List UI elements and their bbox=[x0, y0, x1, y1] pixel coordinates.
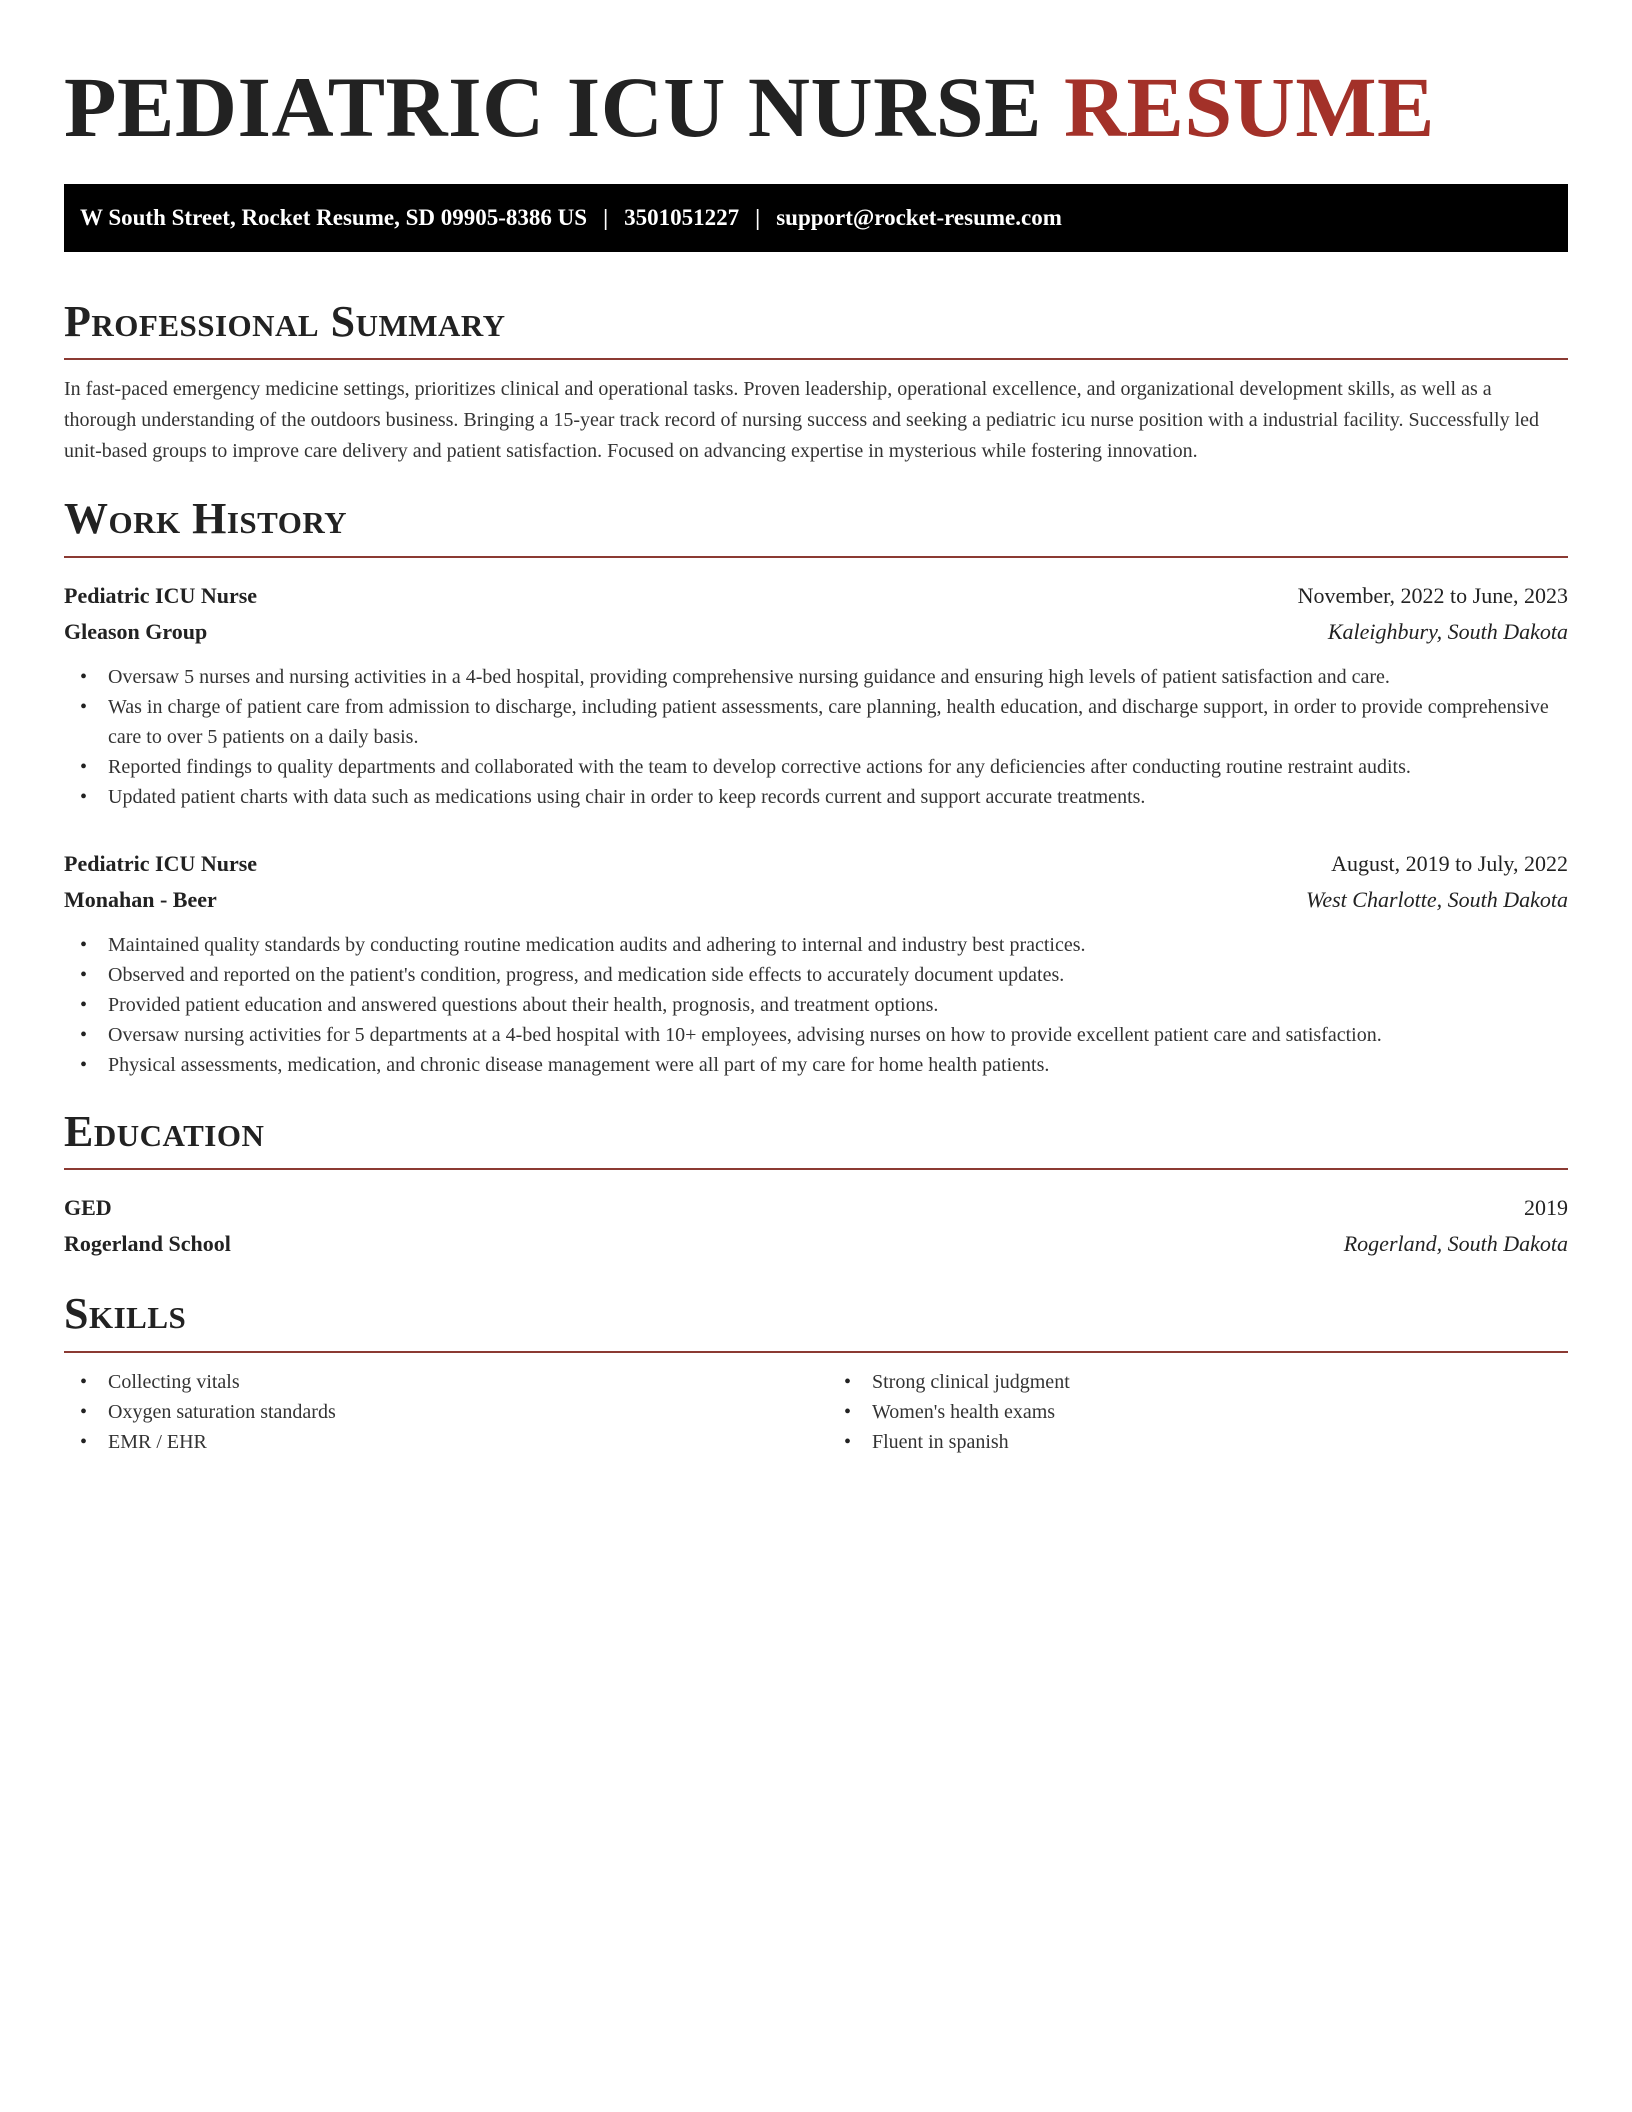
contact-separator: | bbox=[603, 205, 609, 230]
job-dates: November, 2022 to June, 2023 bbox=[1297, 582, 1568, 608]
job-title: Pediatric ICU Nurse bbox=[64, 850, 258, 876]
job-company: Gleason Group bbox=[64, 618, 208, 644]
education-school: Rogerland School bbox=[64, 1231, 231, 1257]
work-history-section bbox=[64, 495, 1568, 1079]
section-divider bbox=[64, 1168, 1568, 1170]
job-dates: August, 2019 to July, 2022 bbox=[1331, 850, 1568, 876]
skills-grid bbox=[64, 1367, 1568, 1457]
job-location: West Charlotte, South Dakota bbox=[1306, 886, 1568, 912]
skill-item: • EMR / EHR bbox=[64, 1427, 804, 1457]
job-bullet-list bbox=[64, 930, 1568, 1080]
summary-heading: Professional Summary bbox=[64, 297, 506, 346]
skill-item: • Oxygen saturation standards bbox=[64, 1397, 804, 1427]
education-heading: Education bbox=[64, 1106, 265, 1156]
summary-text: In fast-paced emergency medicine settings, prioritizes clinical and operational tasks. Proven leadership, operational excellence, and organizational development skills, as well as a thorough understanding of the outdoors business. Bringing a 15-year track record of nursing success and seeking a pediatric icu nurse position with a industrial facility. Successfully led unit-based groups to improve care delivery and patient satisfaction. Focused on advancing expertise in mysterious while fostering innovation. bbox=[64, 378, 1540, 463]
job-bullet: • Physical assessments, medication, and chronic disease management were all part of my care for home health patients. bbox=[64, 1050, 1568, 1080]
skill-item: • Fluent in spanish bbox=[828, 1427, 1568, 1457]
section-divider bbox=[64, 1351, 1568, 1353]
skills-section bbox=[64, 1290, 1568, 1456]
job-bullet: • Oversaw 5 nurses and nursing activities in a 4-bed hospital, providing comprehensive nursing guidance and ensuring high levels of patient satisfaction and care. bbox=[64, 662, 1568, 692]
contact-address: W South Street, Rocket Resume, SD 09905-8386 US bbox=[80, 205, 588, 230]
job-company-row bbox=[64, 614, 1568, 650]
skill-item: • Strong clinical judgment bbox=[828, 1367, 1568, 1397]
contact-separator: | bbox=[755, 205, 761, 230]
job-header-row bbox=[64, 846, 1568, 882]
job-location: Kaleighbury, South Dakota bbox=[1327, 618, 1568, 644]
skill-item: • Women's health exams bbox=[828, 1397, 1568, 1427]
job-bullet: • Observed and reported on the patient's condition, progress, and medication side effects to accurately document updates. bbox=[64, 960, 1568, 990]
job-header-row bbox=[64, 578, 1568, 614]
skills-heading: Skills bbox=[64, 1289, 187, 1339]
work-history-heading: Work History bbox=[64, 494, 348, 544]
contact-phone: 3501051227 bbox=[624, 205, 740, 230]
resume-title bbox=[64, 56, 1568, 155]
job-company-row bbox=[64, 882, 1568, 918]
job-entry bbox=[64, 578, 1568, 812]
education-entry bbox=[64, 1190, 1568, 1262]
title-main: PEDIATRIC ICU NURSE bbox=[64, 59, 1042, 155]
summary-section bbox=[64, 298, 1568, 467]
contact-email: support@rocket-resume.com bbox=[776, 205, 1062, 230]
section-divider bbox=[64, 358, 1568, 360]
job-bullet: • Oversaw nursing activities for 5 departments at a 4-bed hospital with 10+ employees, advising nurses on how to provide excellent patient care and satisfaction. bbox=[64, 1020, 1568, 1050]
contact-bar bbox=[64, 184, 1568, 252]
skill-item: • Collecting vitals bbox=[64, 1367, 804, 1397]
job-entry bbox=[64, 846, 1568, 1080]
section-divider bbox=[64, 556, 1568, 558]
education-location: Rogerland, South Dakota bbox=[1343, 1231, 1568, 1257]
job-bullet: • Maintained quality standards by conducting routine medication audits and adhering to internal and industry best practices. bbox=[64, 930, 1568, 960]
skills-list-right bbox=[828, 1367, 1568, 1457]
job-bullet: • Reported findings to quality departments and collaborated with the team to develop corrective actions for any deficiencies after conducting routine restraint audits. bbox=[64, 752, 1568, 782]
job-title: Pediatric ICU Nurse bbox=[64, 582, 258, 608]
education-degree-row bbox=[64, 1190, 1568, 1226]
job-bullet: • Provided patient education and answered questions about their health, prognosis, and treatment options. bbox=[64, 990, 1568, 1020]
job-company: Monahan - Beer bbox=[64, 886, 217, 912]
skills-list-left bbox=[64, 1367, 804, 1457]
education-section bbox=[64, 1108, 1568, 1262]
education-year: 2019 bbox=[1524, 1195, 1568, 1221]
job-bullet-list bbox=[64, 662, 1568, 812]
job-bullet: • Was in charge of patient care from admission to discharge, including patient assessments, care planning, health education, and discharge support, in order to provide comprehensive care to over 5 patients on a daily basis. bbox=[64, 692, 1568, 752]
title-accent: RESUME bbox=[1063, 59, 1435, 155]
education-school-row bbox=[64, 1226, 1568, 1262]
job-bullet: • Updated patient charts with data such as medications using chair in order to keep records current and support accurate treatments. bbox=[64, 782, 1568, 812]
education-degree: GED bbox=[64, 1195, 112, 1221]
